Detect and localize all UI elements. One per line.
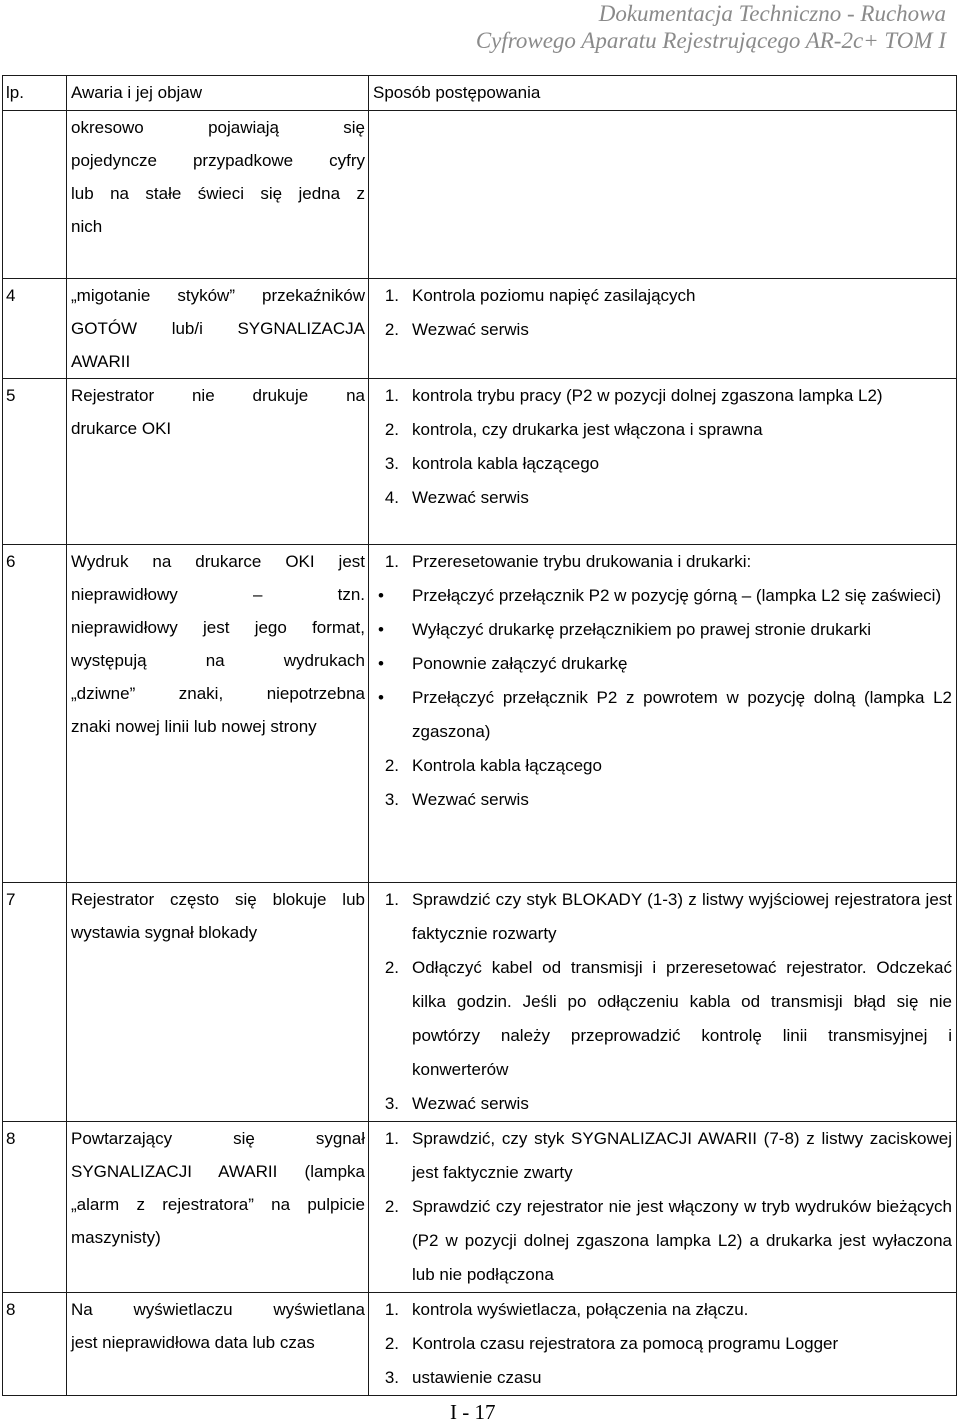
table-row-continuation	[3, 111, 957, 279]
action-cell	[369, 1293, 957, 1396]
list-item: 4. Wezwać serwis	[384, 488, 529, 507]
list-item: 2. kontrola, czy drukarka jest włączona i sprawna	[384, 420, 763, 439]
list-item: 1. kontrola wyświetlacza, połączenia na złączu.	[384, 1300, 749, 1319]
list-item: 2. Odłączyć kabel od transmisji i przeresetować rejestrator. Odczekać kilka godzin. Jeśli po odłączeniu kabla od transmisji błąd się nie powtórzy należy przeprowadzić kontrolę linii transmisyjnej i konwerterów	[384, 958, 952, 1079]
list-item: 1. Sprawdzić czy styk BLOKADY (1-3) z listwy wyjściowej rejestratora jest faktycznie rozwarty	[384, 890, 952, 943]
action-cell	[369, 279, 957, 379]
row-number: 6	[3, 545, 67, 883]
list-item: 1. Kontrola poziomu napięć zasilających	[384, 286, 696, 305]
row-number: 7	[3, 883, 67, 1122]
list-item: 3. kontrola kabla łączącego	[384, 454, 600, 473]
bullet-list	[373, 579, 952, 749]
list-item: 3. ustawienie czasu	[384, 1368, 542, 1387]
table-header-row	[3, 76, 957, 111]
table-row	[3, 1122, 957, 1293]
page-number: I - 17	[450, 1400, 496, 1424]
fault-table	[2, 75, 957, 1396]
bullet-item: • Ponownie załączyć drukarkę	[378, 654, 628, 673]
fault-cell: Na wyświetlaczu wyświetlana jest nieprawidłowa data lub czas	[67, 1293, 369, 1396]
action-cell	[369, 1122, 957, 1293]
header-lp: lp.	[3, 76, 67, 111]
list-item: 2. Sprawdzić czy rejestrator nie jest włączony w tryb wydruków bieżących (P2 w pozycji dolnej zgaszona lampka L2) a drukarka jest wyłaczona lub nie podłączona	[384, 1197, 952, 1284]
action-cell	[369, 883, 957, 1122]
bullet-item: • Przełączyć przełącznik P2 z powrotem w pozycję dolną (lampka L2 zgaszona)	[378, 688, 952, 741]
row-number: 4	[3, 279, 67, 379]
bullet-item: • Wyłączyć drukarkę przełącznikiem po prawej stronie drukarki	[378, 620, 872, 639]
list-item: 2. Kontrola kabla łączącego	[384, 756, 602, 775]
header-action: Sposób postępowania	[369, 76, 957, 111]
fault-cell: „migotanie styków” przekaźników GOTÓW lub/i SYGNALIZACJA AWARII	[67, 279, 369, 379]
list-item: 2. Kontrola czasu rejestratora za pomocą programu Logger	[384, 1334, 839, 1353]
bullet-item: • Przełączyć przełącznik P2 w pozycję górną – (lampka L2 się zaświeci)	[378, 586, 942, 605]
list-item: 1. kontrola trybu pracy (P2 w pozycji dolnej zgaszona lampka L2)	[384, 386, 883, 405]
row-number: 8	[3, 1293, 67, 1396]
action-cell	[369, 379, 957, 545]
header-line-2: Cyfrowego Aparatu Rejestrującego AR-2c+ TOM I	[475, 28, 946, 53]
table-row	[3, 545, 957, 883]
list-item: 1. Sprawdzić, czy styk SYGNALIZACJI AWARII (7-8) z listwy zaciskowej jest faktycznie zwarty	[384, 1129, 952, 1182]
fault-cell: Rejestrator często się blokuje lub wystawia sygnał blokady	[67, 883, 369, 1122]
table-row	[3, 1293, 957, 1396]
row-number: 5	[3, 379, 67, 545]
table-row	[3, 379, 957, 545]
table-row	[3, 883, 957, 1122]
action-cell	[369, 545, 957, 883]
list-item: 3. Wezwać serwis	[384, 790, 529, 809]
fault-cell: okresowo pojawiają się pojedyncze przypadkowe cyfry lub na stałe świeci się jedna z nich	[67, 111, 369, 279]
header-fault: Awaria i jej objaw	[67, 76, 369, 111]
header-line-1: Dokumentacja Techniczno - Ruchowa	[598, 1, 946, 26]
fault-cell: Powtarzający się sygnał SYGNALIZACJI AWARII (lampka „alarm z rejestratora” na pulpicie maszynisty)	[67, 1122, 369, 1293]
list-item: 3. Wezwać serwis	[384, 1094, 529, 1113]
fault-cell: Rejestrator nie drukuje na drukarce OKI	[67, 379, 369, 545]
document-header	[476, 0, 946, 54]
row-number: 8	[3, 1122, 67, 1293]
list-item: 1. Przeresetowanie trybu drukowania i drukarki:	[384, 552, 752, 571]
table-row	[3, 279, 957, 379]
list-item: 2. Wezwać serwis	[384, 320, 529, 339]
fault-cell: Wydruk na drukarce OKI jest nieprawidłowy – tzn. nieprawidłowy jest jego format, występują na wydrukach „dziwne” znaki, niepotrzebna znaki nowej linii lub nowej strony	[67, 545, 369, 883]
